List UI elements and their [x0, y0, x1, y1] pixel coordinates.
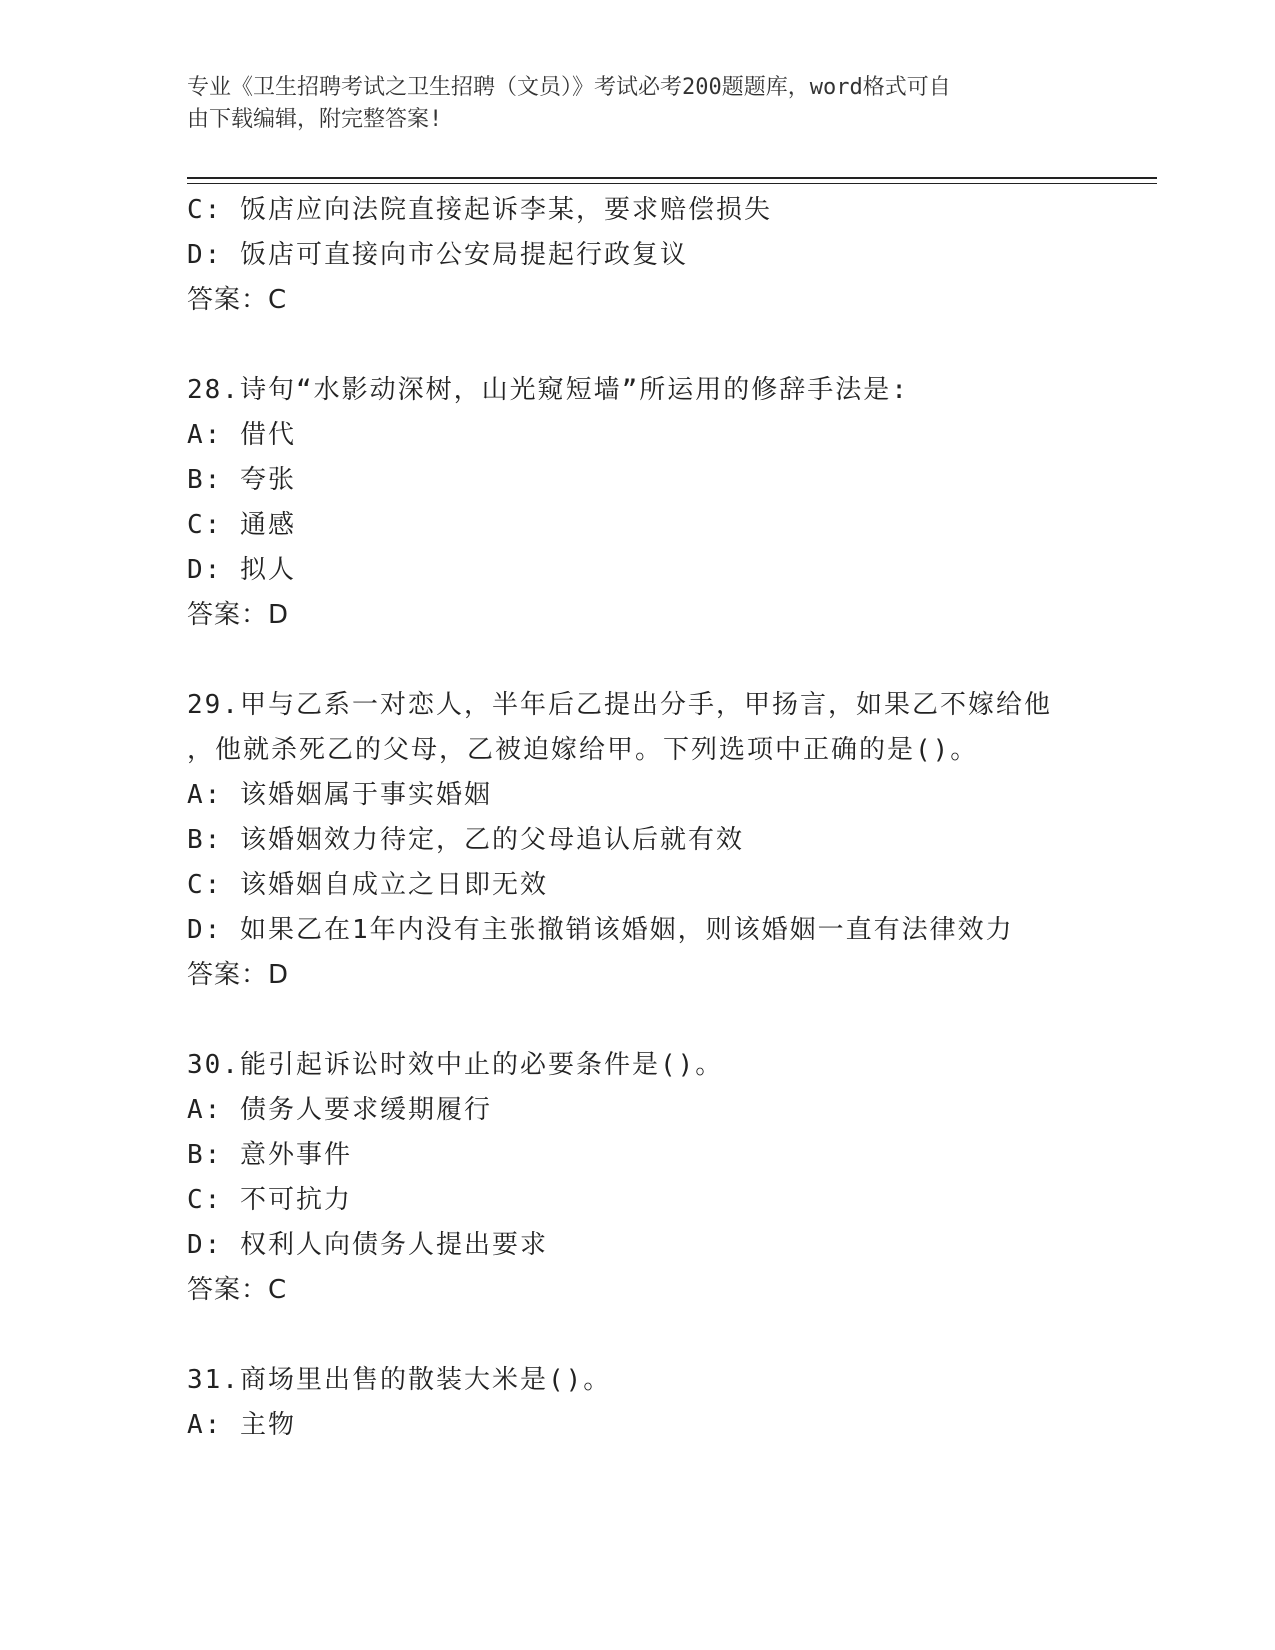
option-a: A: 债务人要求缓期履行 [187, 1095, 492, 1125]
spacer [187, 1313, 1087, 1358]
header-line-2: 由下载编辑，附完整答案! [187, 107, 443, 132]
option-d: D: 权利人向债务人提出要求 [187, 1230, 548, 1260]
question-27-continued [187, 188, 1087, 323]
question-28 [187, 368, 1087, 638]
option-d: D: 拟人 [187, 555, 296, 585]
question-30 [187, 1043, 1087, 1313]
header-divider-thin [187, 183, 1157, 184]
question-stem-continued: ，他就杀死乙的父母，乙被迫嫁给甲。下列选项中正确的是()。 [187, 735, 979, 765]
page-header [187, 72, 1087, 136]
question-stem: 29.甲与乙系一对恋人，半年后乙提出分手，甲扬言，如果乙不嫁给他 [187, 690, 1052, 720]
spacer [187, 638, 1087, 683]
option-d: D: 如果乙在1年内没有主张撤销该婚姻，则该婚姻一直有法律效力 [187, 915, 1014, 945]
option-a: A: 该婚姻属于事实婚姻 [187, 780, 492, 810]
answer: 答案：C [187, 285, 288, 315]
option-c: C: 该婚姻自成立之日即无效 [187, 870, 548, 900]
question-stem: 28.诗句“水影动深树，山光窥短墙”所运用的修辞手法是: [187, 375, 909, 405]
question-29 [187, 683, 1087, 998]
document-body [187, 188, 1087, 1448]
option-b: B: 该婚姻效力待定，乙的父母追认后就有效 [187, 825, 744, 855]
option-d: D: 饭店可直接向市公安局提起行政复议 [187, 240, 688, 270]
option-a: A: 主物 [187, 1410, 296, 1440]
question-stem: 30.能引起诉讼时效中止的必要条件是()。 [187, 1050, 724, 1080]
header-line-1: 专业《卫生招聘考试之卫生招聘（文员）》考试必考200题题库，word格式可自 [187, 75, 951, 100]
header-divider-thick [187, 177, 1157, 179]
spacer [187, 998, 1087, 1043]
question-stem: 31.商场里出售的散装大米是()。 [187, 1365, 612, 1395]
answer: 答案：C [187, 1275, 288, 1305]
option-c: C: 饭店应向法院直接起诉李某，要求赔偿损失 [187, 195, 772, 225]
option-c: C: 通感 [187, 510, 296, 540]
answer: 答案：D [187, 600, 290, 630]
answer: 答案：D [187, 960, 290, 990]
option-b: B: 夸张 [187, 465, 296, 495]
question-31 [187, 1358, 1087, 1448]
spacer [187, 323, 1087, 368]
option-b: B: 意外事件 [187, 1140, 352, 1170]
option-c: C: 不可抗力 [187, 1185, 352, 1215]
option-a: A: 借代 [187, 420, 296, 450]
